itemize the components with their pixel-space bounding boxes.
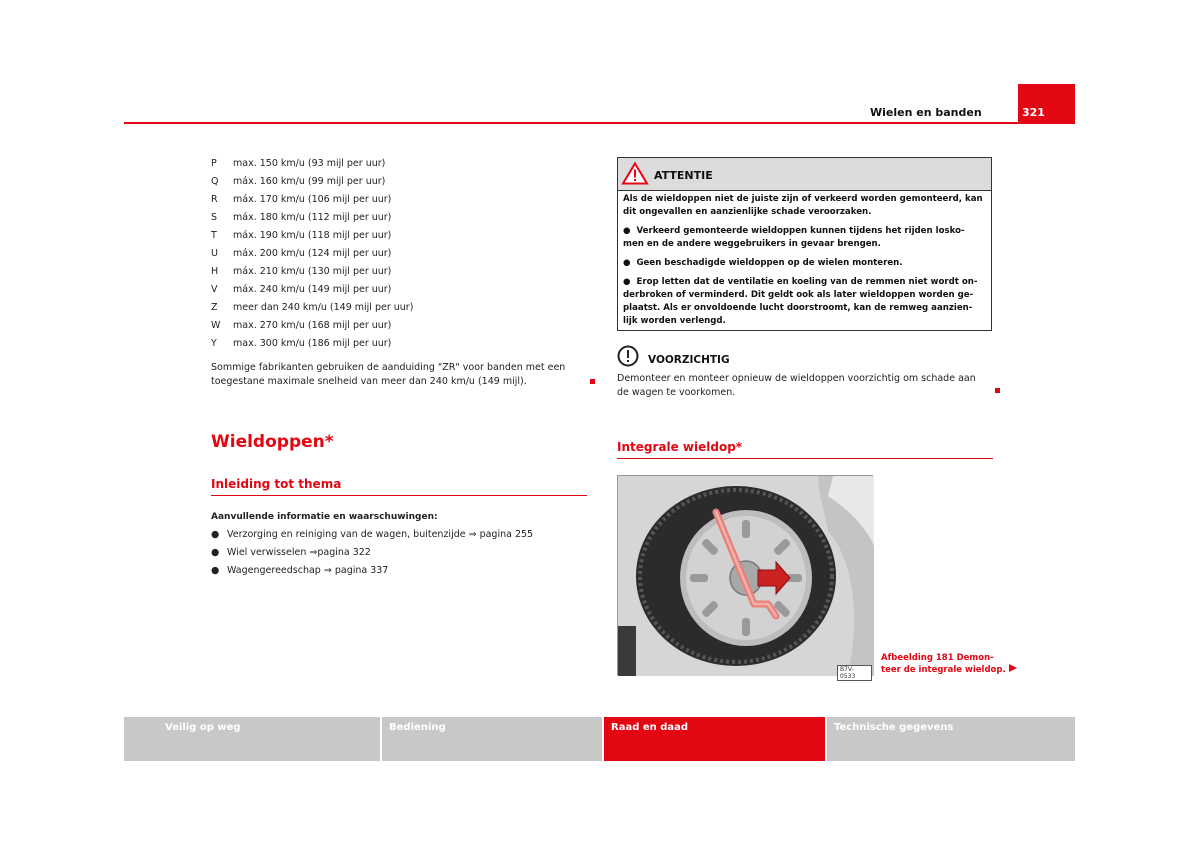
caution-line: de wagen te voorkomen. [617, 387, 736, 398]
warning-bullet: ● Erop letten dat de ventilatie en koeling van de remmen niet wordt on- derbroken of verminderd. Dit geldt ook als later wieldoppen worden ge- plaatst. Als er onvoldoende lucht doorstroomt, kan de remweg aanzien- lijk worden verlengd. [623, 276, 988, 328]
speed-text: máx. 180 km/u (112 mijl per uur) [233, 212, 392, 223]
warning-line: Verkeerd gemonteerde wieldoppen kunnen tijdens het rijden losko- [636, 226, 965, 236]
speed-code: R [211, 194, 218, 205]
caution-text [617, 372, 976, 400]
speed-text: máx. 210 km/u (130 mijl per uur) [233, 266, 392, 277]
speed-row [211, 194, 391, 205]
caption-line: Afbeelding 181 Demon- [881, 653, 994, 663]
list-item: ● Wiel verwisselen ⇒pagina 322 [211, 547, 371, 558]
figure-caption [881, 652, 1017, 676]
warning-line: men en de andere weggebruikers in gevaar brengen. [623, 239, 881, 249]
warning-bullet: ● Verkeerd gemonteerde wieldoppen kunnen tijdens het rijden losko- men en de andere weggebruikers in gevaar brengen. [623, 225, 988, 251]
cross-reference-link[interactable]: Verzorging en reiniging van de wagen, buitenzijde ⇒ pagina 255 [227, 529, 534, 540]
speed-code: U [211, 248, 218, 259]
speed-row [211, 212, 391, 223]
speed-row [211, 338, 391, 349]
speed-row [211, 176, 385, 187]
integral-rule [617, 458, 993, 459]
speed-code: W [211, 320, 221, 331]
speed-code: T [211, 230, 217, 241]
tab-label: Raad en daad [611, 722, 689, 733]
speed-row [211, 230, 391, 241]
speed-row [211, 302, 413, 313]
speed-code: Z [211, 302, 218, 313]
list-item: ● Verzorging en reiniging van de wagen, buitenzijde ⇒ pagina 255 [211, 529, 534, 540]
cross-reference-link[interactable]: Wagengereedschap ⇒ pagina 337 [227, 565, 389, 576]
speed-text: máx. 200 km/u (124 mijl per uur) [233, 248, 392, 259]
speed-row [211, 158, 385, 169]
header-rule [124, 122, 1075, 124]
warning-intro [623, 193, 988, 219]
speed-code: P [211, 158, 217, 169]
speed-row [211, 266, 391, 277]
speed-code: S [211, 212, 218, 223]
section-subtitle: Inleiding tot thema [211, 477, 342, 491]
speed-text: máx. 240 km/u (149 mijl per uur) [233, 284, 392, 295]
zr-note [211, 361, 565, 389]
warning-line: dit ongevallen en aanzienlijke schade veroorzaken. [623, 207, 872, 217]
warning-line: plaatst. Als er onvoldoende lucht doorstroomt, kan de remweg aanzien- [623, 303, 973, 313]
tab-raad-en-daad[interactable] [604, 717, 825, 761]
end-marker [590, 379, 595, 384]
speed-code: H [211, 266, 219, 277]
warning-bullet: ● Geen beschadigde wieldoppen op de wielen monteren. [623, 258, 903, 268]
speed-row [211, 284, 391, 295]
warning-line: derbroken of verminderd. Dit geldt ook als later wieldoppen worden ge- [623, 290, 974, 300]
warning-line: lijk worden verlengd. [623, 316, 726, 326]
section-title: Wieldoppen* [211, 432, 334, 452]
speed-text: máx. 170 km/u (106 mijl per uur) [233, 194, 392, 205]
warning-line: Erop letten dat de ventilatie en koeling van de remmen niet wordt on- [636, 277, 978, 287]
speed-text: meer dan 240 km/u (149 mijl per uur) [233, 302, 414, 313]
wheel-cover-illustration [617, 475, 873, 680]
exclamation-circle-icon [617, 345, 639, 371]
tab-label: Bediening [389, 722, 446, 733]
subtitle-rule [211, 495, 587, 496]
tab-bediening[interactable] [382, 717, 602, 761]
warning-title: ATTENTIE [654, 169, 713, 182]
speed-code: Q [211, 176, 219, 187]
header-chapter-title: Wielen en banden [870, 106, 982, 119]
speed-text: max. 150 km/u (93 mijl per uur) [233, 158, 386, 169]
tab-label: Veilig op weg [165, 722, 241, 733]
speed-text: max. 270 km/u (168 mijl per uur) [233, 320, 392, 331]
speed-code: Y [211, 338, 217, 349]
page-number: 321 [1022, 106, 1045, 119]
end-marker [995, 388, 1000, 393]
caution-title: VOORZICHTIG [648, 354, 730, 366]
arrow-right-icon[interactable] [1009, 664, 1017, 676]
info-heading: Aanvullende informatie en waarschuwingen: [211, 512, 438, 522]
speed-text: máx. 160 km/u (99 mijl per uur) [233, 176, 386, 187]
zr-note-line: toegestane maximale snelheid van meer dan 240 km/u (149 mijl). [211, 376, 527, 387]
speed-text: máx. 190 km/u (118 mijl per uur) [233, 230, 392, 241]
tab-technische-gegevens[interactable] [827, 717, 1075, 761]
speed-text: max. 300 km/u (186 mijl per uur) [233, 338, 392, 349]
integral-title: Integrale wieldop* [617, 440, 743, 454]
list-item: ● Wagengereedschap ⇒ pagina 337 [211, 565, 389, 576]
figure-code: B7V-0533 [837, 665, 872, 681]
warning-line: Als de wieldoppen niet de juiste zijn of verkeerd worden gemonteerd, kan [623, 194, 983, 204]
warning-triangle-icon [622, 162, 648, 189]
caution-line: Demonteer en monteer opnieuw de wieldoppen voorzichtig om schade aan [617, 373, 976, 384]
speed-row [211, 248, 391, 259]
warning-line: Geen beschadigde wieldoppen op de wielen monteren. [636, 258, 903, 268]
caption-line: teer de integrale wieldop. [881, 665, 1006, 675]
speed-row [211, 320, 391, 331]
speed-code: V [211, 284, 218, 295]
tab-veilig-op-weg[interactable] [124, 717, 380, 761]
cross-reference-link[interactable]: Wiel verwisselen ⇒pagina 322 [227, 547, 371, 558]
tab-label: Technische gegevens [834, 722, 954, 733]
zr-note-line: Sommige fabrikanten gebruiken de aanduiding "ZR" voor banden met een [211, 362, 566, 373]
